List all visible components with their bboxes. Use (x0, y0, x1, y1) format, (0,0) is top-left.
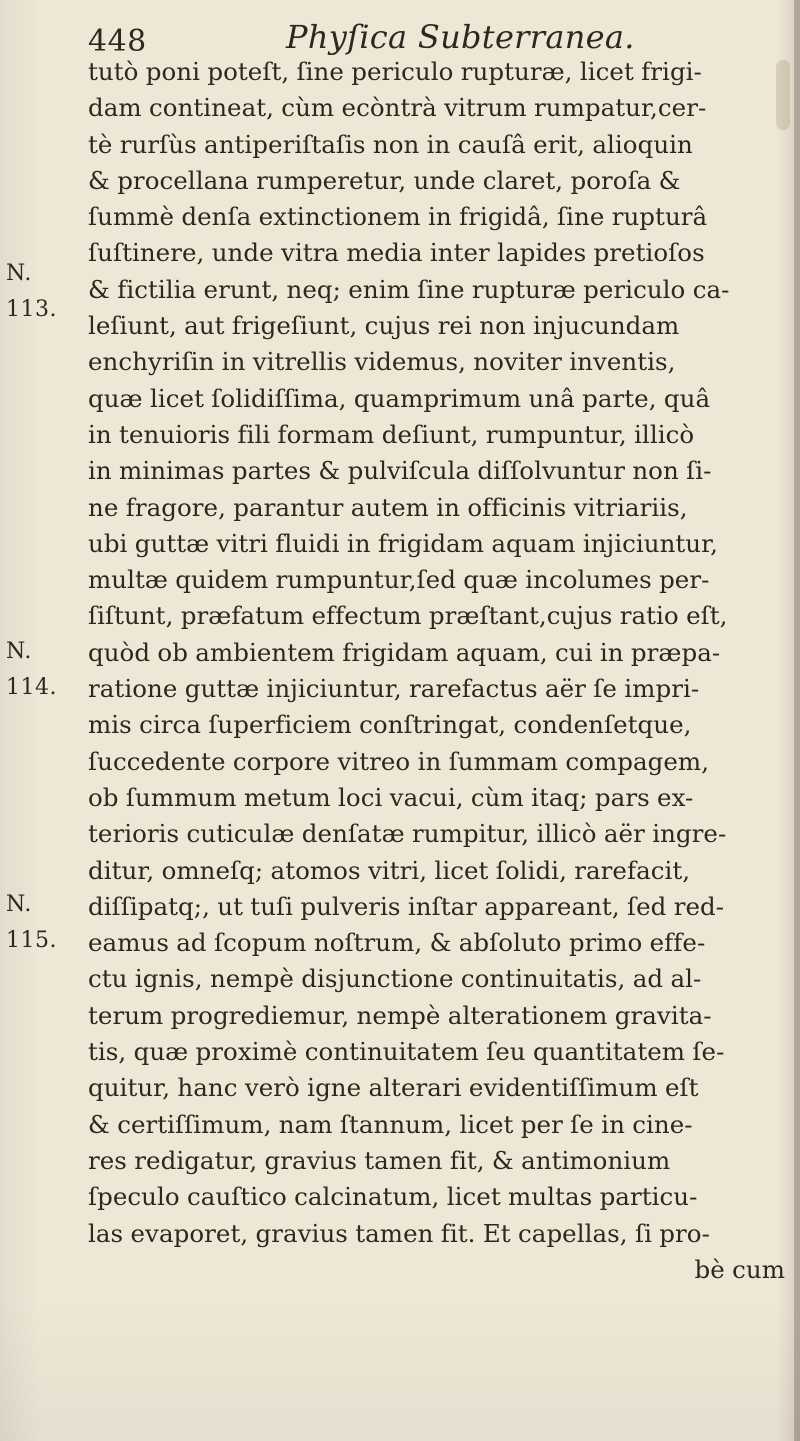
text-line: mis circa ſuperficiem conſtringat, condenſetque, (88, 710, 692, 740)
text-line: leſiunt, aut frigeſiunt, cujus rei non injucundam (88, 311, 680, 341)
margin-note-114 (6, 634, 66, 707)
text-line: in tenuioris fili formam deſiunt, rumpuntur, illicò (88, 419, 695, 449)
text-line: tutò poni poteſt, ſine periculo rupturæ, licet frigi- (88, 57, 702, 86)
text-line: ſummè denſa extinctionem in frigidâ, ſine rupturâ (88, 202, 708, 232)
text-line: terum progrediemur, nempè alterationem gravita- (88, 1000, 712, 1030)
margin-note-number: 114. (6, 675, 57, 701)
text-line: & certiſſimum, nam ſtannum, licet per ſe in cine- (88, 1109, 693, 1139)
page-spine-shadow (794, 0, 800, 1441)
text-line: ratione guttæ injiciuntur, rarefactus aër ſe impri- (88, 674, 700, 704)
text-line: ſuſtinere, unde vitra media inter lapides pretioſos (88, 238, 705, 268)
text-line: eamus ad ſcopum noſtrum, & abſoluto primo effe- (88, 928, 706, 958)
text-line: multæ quidem rumpuntur,ſed quæ incolumes per- (88, 565, 710, 595)
text-line: ſpeculo cauſtico calcinatum, licet multas particu- (88, 1182, 698, 1212)
catchword: bè cum (694, 1254, 785, 1284)
text-line: dam contineat, cùm ecòntrà vitrum rumpatur,cer- (88, 93, 707, 123)
text-line: tè rurſùs antiperiſtaſis non in cauſâ erit, alioquin (88, 129, 693, 159)
margin-note-symbol: N. (6, 892, 32, 917)
text-line: terioris cuticulæ denſatæ rumpitur, illicò aër ingre- (88, 819, 727, 849)
margin-note-symbol: N. (6, 261, 32, 286)
text-line: las evaporet, gravius tamen fit. Et capellas, ſi pro- (88, 1218, 710, 1248)
text-line: quitur, hanc verò igne alterari evidentiſſimum eſt (88, 1073, 699, 1103)
text-line: ſiſtunt, præfatum effectum præſtant,cujus ratio eſt, (88, 601, 728, 631)
text-line: & procellana rumperetur, unde claret, poroſa & (88, 165, 681, 195)
text-line: ditur, omneſq; atomos vitri, licet ſolidi, rarefacit, (88, 855, 691, 885)
text-line: ctu ignis, nempè disjunctione continuitatis, ad al- (88, 964, 702, 994)
text-line: ne fragore, parantur autem in officinis vitriariis, (88, 492, 688, 522)
margin-note-113 (6, 256, 66, 329)
text-line: & fictilia erunt, neq; enim ſine rupturæ periculo ca- (88, 274, 730, 304)
text-line: in minimas partes & pulviſcula diſſolvuntur non ſi- (88, 456, 712, 486)
running-head: Phyſica Subterranea. (286, 18, 635, 56)
text-line: ſuccedente corpore vitreo in ſummam compagem, (88, 746, 710, 776)
text-line: quòd ob ambientem frigidam aquam, cui in præpa- (88, 637, 721, 667)
text-line: diſſipatq;, ut tuſi pulveris inſtar appareant, ſed red- (88, 891, 725, 921)
margin-note-symbol: N. (6, 639, 32, 664)
text-line: ubi guttæ vitri fluidi in frigidam aquam injiciuntur, (88, 528, 719, 558)
body-text (88, 54, 793, 1288)
text-line: ob ſummum metum loci vacui, cùm itaq; pars ex- (88, 782, 694, 812)
text-line: enchyriſin in vitrellis videmus, noviter inventis, (88, 347, 676, 377)
margin-note-number: 115. (6, 928, 57, 954)
text-line: res redigatur, gravius tamen fit, & antimonium (88, 1145, 671, 1175)
text-line: tis, quæ proximè continuitatem ſeu quantitatem ſe- (88, 1037, 725, 1067)
blank-bottom-margin (0, 1300, 800, 1441)
margin-note-number: 113. (6, 297, 57, 323)
text-line: quæ licet ſolidiſſima, quamprimum unâ parte, quâ (88, 383, 711, 413)
margin-note-115 (6, 887, 66, 960)
page-number: 448 (88, 24, 147, 59)
